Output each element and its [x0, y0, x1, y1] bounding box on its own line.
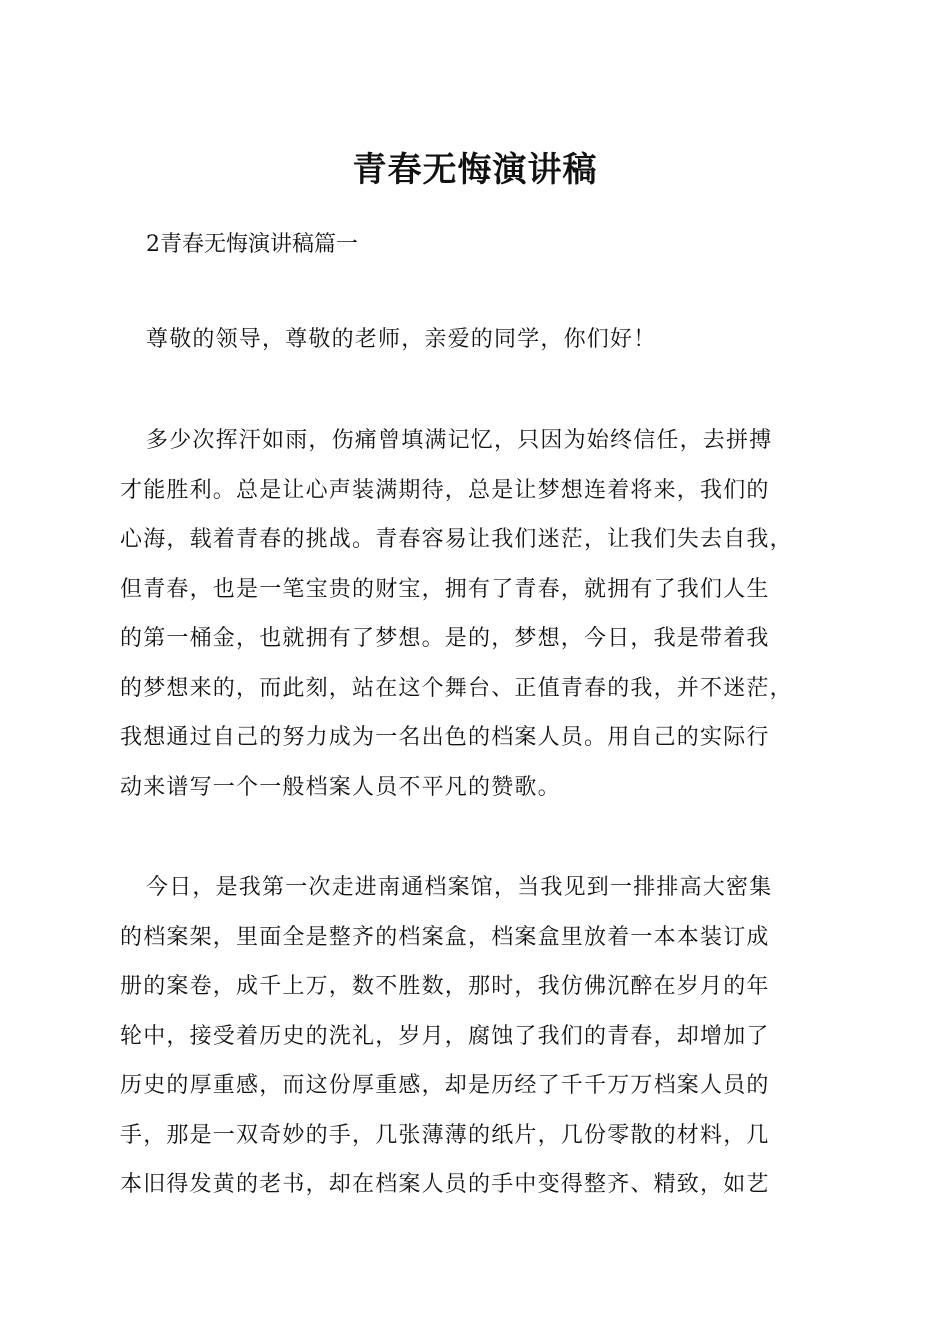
- text-line: 心海，载着青春的挑战。青春容易让我们迷茫，让我们失去自我，: [120, 527, 793, 552]
- text-line: 历史的厚重感，而这份厚重感，却是历经了千千万万档案人员的: [120, 1073, 770, 1098]
- paragraph-archive: [120, 871, 840, 1218]
- text-line: 动来谱写一个一般档案人员不平凡的赞歌。: [120, 774, 561, 800]
- text-line: 的第一桶金，也就拥有了梦想。是的，梦想，今日，我是带着我: [120, 626, 770, 651]
- text-line: 轮中，接受着历史的洗礼，岁月，腐蚀了我们的青春，却增加了: [120, 1023, 770, 1049]
- text-line: 手，那是一双奇妙的手，几张薄薄的纸片，几份零散的材料，几: [120, 1122, 770, 1148]
- section-heading: 2青春无悔演讲稿篇一: [146, 232, 358, 257]
- paragraph-greeting: [120, 323, 840, 373]
- document-title: 青春无悔演讲稿: [352, 150, 598, 190]
- text-line: 我想通过自己的努力成为一名出色的档案人员。用自己的实际行: [120, 725, 770, 750]
- text-line: 本旧得发黄的老书，却在档案人员的手中变得整齐、精致，如艺: [120, 1172, 770, 1197]
- paragraph-dream: [120, 424, 840, 820]
- text-line: 的梦想来的，而此刻，站在这个舞台、正值青春的我，并不迷茫，: [120, 675, 793, 701]
- text-line: 才能胜利。总是让心声装满期待，总是让梦想连着将来，我们的: [120, 477, 770, 503]
- text-line: 但青春，也是一笔宝贵的财宝，拥有了青春，就拥有了我们人生: [120, 576, 770, 602]
- text-line: 册的案卷，成千上万，数不胜数，那时，我仿佛沉醉在岁月的年: [120, 974, 770, 999]
- text-line: 多少次挥汗如雨，伤痛曾填满记忆，只因为始终信任，去拼搏: [146, 428, 773, 453]
- text-line: 尊敬的领导，尊敬的老师，亲爱的同学，你们好！: [146, 327, 657, 352]
- text-line: 今日，是我第一次走进南通档案馆，当我见到一排排高大密集: [146, 875, 773, 900]
- text-line: 的档案架，里面全是整齐的档案盒，档案盒里放着一本本装订成: [120, 924, 770, 950]
